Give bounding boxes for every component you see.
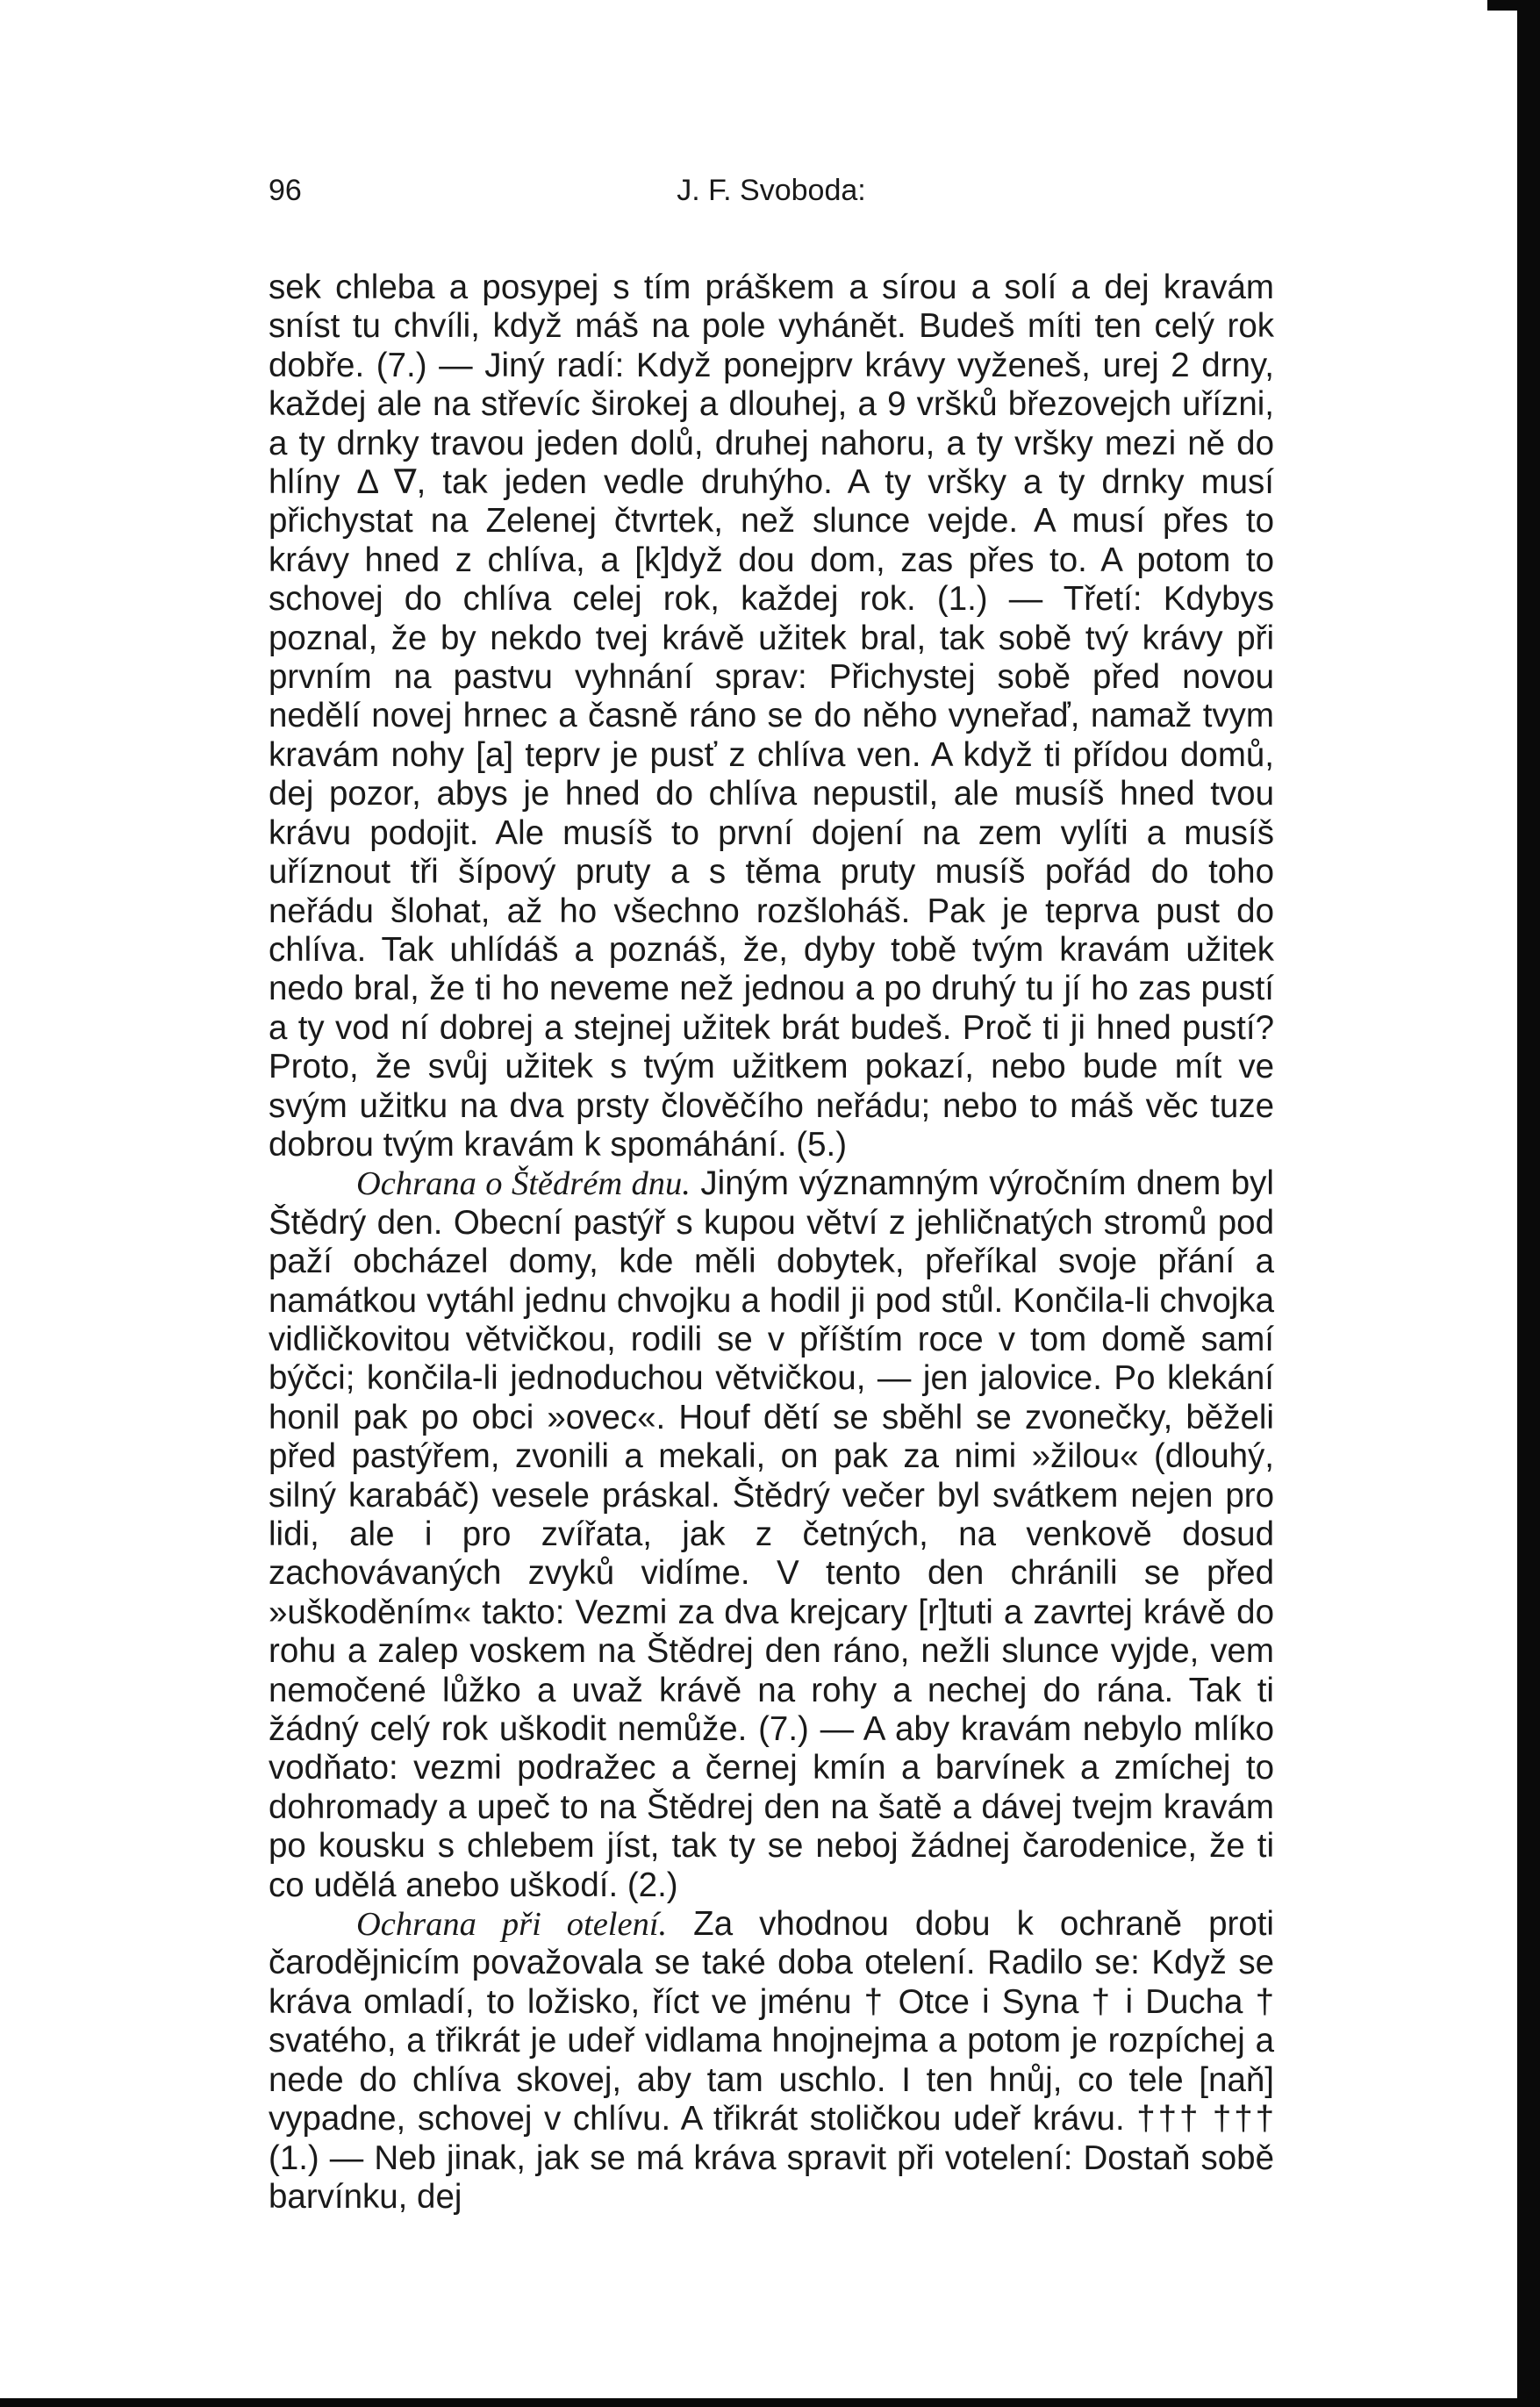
page-header [269, 174, 1274, 218]
scan-edge-right [1517, 0, 1540, 2407]
paragraph-2 [269, 1164, 1274, 1905]
scan-edge-top [1487, 0, 1540, 11]
paragraph-1-text: sek chleba a posypej s tím práškem a sírou a solí a dej kravám sníst tu chvíli, když máš na pole vyhánět. Budeš míti ten celý rok dobře. (7.) — Jiný radí: Když ponejprv krávy vyženeš, urej 2 drny, každej ale na střevíc širokej a dlouhej, a 9 vršků březovejch uřízni, a ty drnky travou jeden dolů, druhej nahoru, a ty vršky mezi ně do hlíny Δ ∇, tak jeden vedle druhýho. A ty vršky a ty drnky musí přichystat na Zelenej čtvrtek, než slunce vejde. A musí přes to krávy hned z chlíva, a [k]dyž dou dom, zas přes to. A potom to schovej do chlíva celej rok, každej rok. (1.) — Třetí: Kdybys poznal, že by nekdo tvej krávě užitek bral, tak sobě tvý krávy při prvním na pastvu vyhnání sprav: Přichystej sobě před novou nedělí novej hrnec a časně ráno se do něho vyneřaď, namaž tvym kravám nohy [a] teprv je pusť z chlíva ven. A když ti přídou domů, dej pozor, abys je hned do chlíva nepustil, ale musíš hned tvou krávu podojit. Ale musíš to první dojení na zem vylíti a musíš uříznout tři šípový pruty a s těma pruty musíš pořád do toho neřádu šlohat, až ho všechno rozšloháš. Pak je teprva pust do chlíva. Tak uhlídáš a poznáš, že, dyby tobě tvým kravám užitek nedo bral, že ti ho neveme než jednou a po druhý tu jí ho zas pustí a ty vod ní dobrej a stejnej užitek brát budeš. Proč ti ji hned pustí? Proto, že svůj užitek s tvým užitkem pokazí, nebo bude mít ve svým užitku na dva prsty člověčího neřádu; nebo to máš věc tuze dobrou tvým kravám k spomáhání. (5.) [269, 269, 1274, 1164]
section-heading-calving: Ochrana při otelení. [356, 1906, 668, 1944]
paragraph-1 [269, 269, 1274, 1164]
body-text [269, 269, 1274, 2217]
scan-edge-bottom [0, 2398, 1540, 2407]
paragraph-2-text: Jiným významným výročním dnem byl Štědrý den. Obecní pastýř s kupou větví z jehličnatých stromů pod paží obcházel domy, kde měli dobytek, přeříkal svoje přání a namátkou vytáhl jednu chvojku a hodil ji pod stůl. Končila-li chvojka vidličkovitou větvičkou, rodili se v příštím roce v tom domě samí býčci; končila-li jednoduchou větvičkou, — jen jalovice. Po klekání honil pak po obci »ovec«. Houf dětí se sběhl se zvonečky, běželi před pastýřem, zvonili a mekali, on pak za nimi »žilou« (dlouhý, silný karabáč) vesele práskal. Štědrý večer byl svátkem nejen pro lidi, ale i pro zvířata, jak z četných, na venkově dosud zachovávaných zvyků vidíme. V tento den chránili se před »uškoděním« takto: Vezmi za dva krejcary [r]tuti a zavrtej krávě do rohu a zalep voskem na Štědrej den ráno, nežli slunce vyjde, vem nemočené lůžko a uvaž krávě na rohy a nechej do rána. Tak ti žádný celý rok uškodit nemůže. (7.) — A aby kravám nebylo mlíko vodňato: vezmi podražec a černej kmín a barvínek a zmíchej to dohromady a upeč to na Štědrej den na šatě a dávej tvejm kravám po kousku s chlebem jíst, tak ty se neboj žádnej čarodenice, že ti co udělá anebo uškodí. (2.) [269, 1164, 1274, 1904]
paragraph-3-text: Za vhodnou dobu k ochraně proti čarodějnicím považovala se také doba otelení. Radilo se: Když se kráva omladí, to ložisko, říct ve jménu † Otce i Syna † i Ducha † svatého, a třikrát je udeř vidlama hnojnejma a potom je rozpíchej a nede do chlíva skovej, aby tam uschlo. I ten hnůj, co tele [naň] vypadne, schovej v chlívu. A třikrát stoličkou udeř krávu. ††† ††† (1.) — Neb jinak, jak se má kráva spravit při votelení: Dostaň sobě barvínku, dej [269, 1905, 1274, 2216]
section-heading-christmas-eve: Ochrana o Štědrém dnu. [356, 1165, 691, 1203]
running-head: J. F. Svoboda: [677, 174, 866, 207]
page-number: 96 [269, 174, 302, 207]
paragraph-3 [269, 1905, 1274, 2217]
